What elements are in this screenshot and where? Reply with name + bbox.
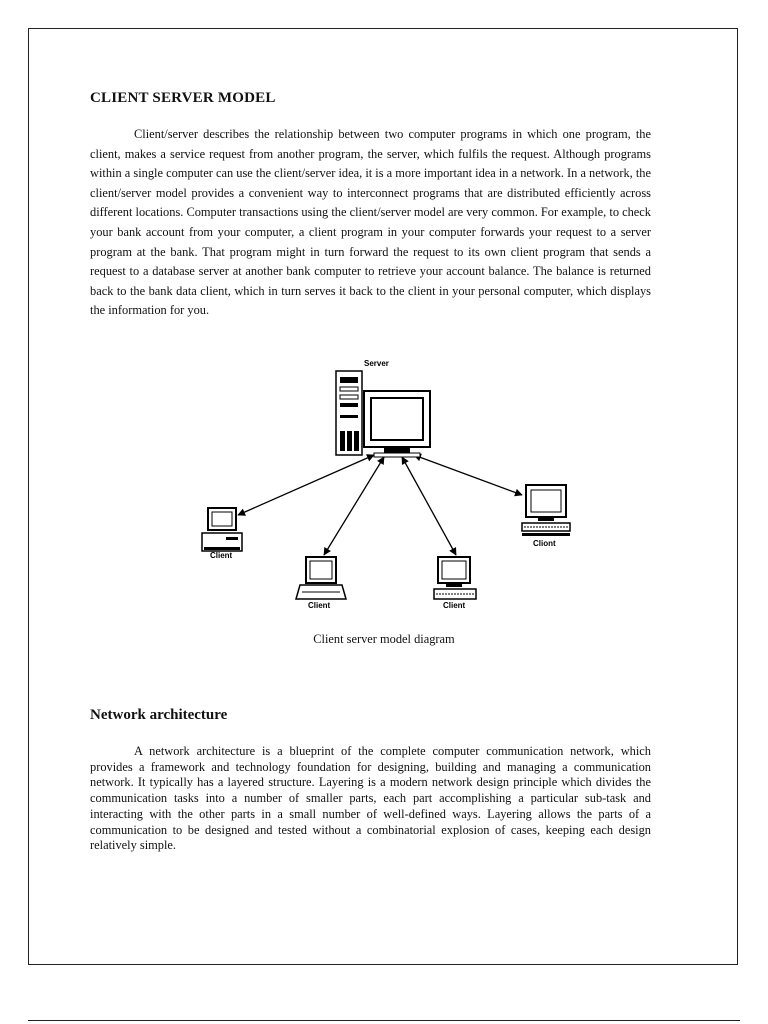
arrow-bottom-left-client [324,457,384,555]
client-computer-right-icon [522,485,570,536]
server-label: Server [364,359,389,368]
client-computer-left-icon [202,508,242,551]
network-architecture-paragraph: A network architecture is a blueprint of the complete computer communication network, which provides a framework and technology foundation for designing, building and managing a communication network. It typically has a layered structure. Layering is a modern network design principle which divides the communication tasks into a number of smaller parts, each part accomplishing a particular sub-task and interacting with the other parts in a small number of well-defined ways. Layering allows the parts of a communication to be designed and tested without a combinatorial explosion of cases, keeping each design relatively simple. [90,744,651,853]
client-label-right: Cliont [533,539,556,548]
client-label-bottom-left: Client [308,601,331,610]
server-tower-icon [336,371,362,455]
section-title-network-architecture: Network architecture [90,707,228,723]
client-laptop-icon [296,557,346,599]
client-server-diagram [184,355,584,613]
bottom-rule [28,1020,740,1021]
section-title-client-server: CLIENT SERVER MODEL [90,90,276,106]
diagram-caption: Client server model diagram [313,632,455,646]
arrow-right-client [414,455,522,495]
client-label-bottom-right: Client [443,601,466,610]
client-computer-bottom-right-icon [434,557,476,599]
connection-arrows [238,455,522,555]
client-label-left: Client [210,551,233,560]
arrow-bottom-right-client [402,457,456,555]
server-monitor-icon [364,391,430,457]
client-server-paragraph: Client/server describes the relationship between two computer programs in which one program, the client, makes a service request from another program, the server, which fulfils the request. Although programs within a single computer can use the client/server idea, it is a more important idea in a network. In a network, the client/server model provides a convenient way to interconnect programs that are distributed efficiently across different locations. Computer transactions using the client/server model are very common. For example, to check your bank account from your computer, a client program in your computer forwards your request to a server program at the bank. That program might in turn forward the request to its own client program that sends a request to a database server at another bank computer to retrieve your account balance. The balance is returned back to the bank data client, which in turn serves it back to the client in your personal computer, which displays the information for you. [90,127,651,318]
